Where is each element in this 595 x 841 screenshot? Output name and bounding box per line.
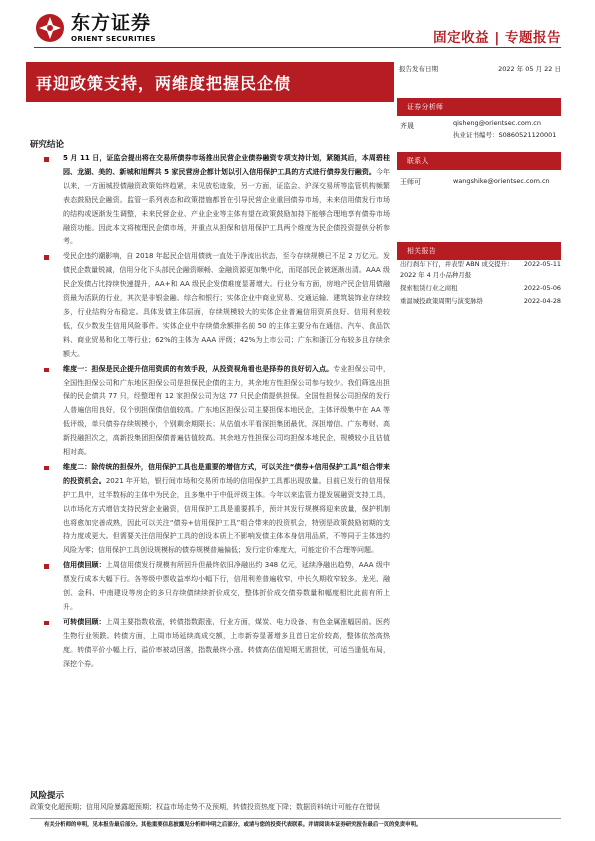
bullet-policy: 5 月 11 日，证监会提出将在交易所债券市场推出民营企业债券融资专项支持计划，紧随其后，本周碧桂园、龙湖、美的、新城和旭辉共 5 家民营房企都计划以引入信用保护工具的方式进行债券发行融资。今年以来，一方面城投债融资政策始终趋紧，未见放松迹象，另一方面，证监会、沪深交易所等监管机构频繁表态鼓励民企融资。监管一系列表态和政策措施都旨在引导民营企业重回债券市场，未来信用债发行市场的结构或逐渐发生调整，未来民营企业、产业企业等主体有望在政策鼓励加持下能够合理地享有债券市场融资功能。因此本文将梳理民企债市场，并重点从担保和信用保护工具两个维度为民企债投资提供分析参考。 <box>36 152 390 249</box>
bullet-credit-protection: 维度二：除传统的担保外，信用保护工具也是重要的增信方式，可以关注“债券+信用保护工具”组合带来的投资机会。2021 年开始，银行间市场和交易所市场的信用保护工具都出现放量。目前已发行的信用保护工具中，过半数标的主体中为民企，且多集中于中低评级主体。今年以来监管力提发展融资支持工具，以市场化方式增信支持民营企业融资，信用保护工具是重要抓手，预计其发行规模将迎来放量，保护机制也将愈加完善成熟，因此可以关注“债券+信用保护工具”组合带来的投资机会，特别是政策鼓励初期的支持力度或更大。但需要关注信用保护工具的创设本质上不影响发债主体本身信用品质，不等同于主体违约风险为零；信用保护工具创设规模标的债券规模普遍偏低；发行定价难度大，可能定价不合理等问题。 <box>36 461 390 558</box>
report-title: 再迎政策支持，两维度把握民企债 <box>36 73 292 93</box>
contact-email[interactable]: wangshike@orientsec.com.cn <box>453 177 550 185</box>
publish-date-value: 2022 年 05 月 22 日 <box>498 65 561 73</box>
brand-name-cn: 东方证券 <box>71 12 152 34</box>
analyst-section-header: 证券分析师 <box>397 98 561 116</box>
bullet-convertible-review: 可转债回顾：上周主要指数收涨，转债指数跟涨，行业方面，煤炭、电力设备、有色金属涨幅居前。医药生物行业领跌。转债方面，上周市场延续高成交额，上市新券显著增多且首日定价较高，整体依然高热度。转债平价小幅上行，溢价率被动回落，指数最终小涨。转债高估值短期无需担忧，可适当逢低布局，深挖个券。 <box>36 616 390 672</box>
contact-section-header: 联系人 <box>397 152 561 170</box>
analyst-name: 齐晟 <box>400 122 414 130</box>
report-type: 固定收益 | 专题报告 <box>433 30 561 46</box>
orient-logo-icon <box>35 13 65 43</box>
disclaimer: 有关分析师的申明，见本报告最后部分。其他重要信息披露见分析师申明之后部分，或请与您的投资代表联系。并请阅读本证券研究报告最后一页的免责申明。 <box>44 822 422 828</box>
bullet-credit-review: 信用债回顾：上周信用债发行规模有所回升但最终依旧净融出约 348 亿元，延续净融出趋势，AAA 级中票发行成本大幅下行。各等级中票收益率均小幅下行，信用利差普遍收窄，中长久期收窄较多。龙光、融创、金科、中南建设等房企的多只存续债续续折价成交，整体折价成交债券数量和幅度相比此前有所上升。 <box>36 559 390 615</box>
footer-divider <box>30 818 561 819</box>
risk-heading: 风险提示 <box>30 791 65 801</box>
conclusion-heading: 研究结论 <box>30 140 65 150</box>
analyst-email[interactable]: qisheng@orientsec.com.cn <box>453 119 541 127</box>
related-report-item[interactable]: 探索租赁行业之商租 2022-05-06 <box>400 284 561 292</box>
related-section-header: 相关报告 <box>397 242 561 260</box>
related-reports-list <box>400 259 561 309</box>
bullet-guarantee: 维度一：担保是民企提升信用资质的有效手段，从投资视角看也是择券的良好切入点。专业担保公司中，全国性担保公司和广东地区担保公司是担保民企债的主力，其余地方性担保公司参与较少。我们筛选出担保的民企债共 77 只，经整理有 12 家担保公司为这 77 只民企债提供担保。全国性担保公司担保的发行人普遍信用良好，仅个别担保债信值较高。广东地区担保公司主要担保本地民企，主体评级集中在 AA 等低评级，单只债券存续规模小，个别剩余期限长；从估值水平看深担集团最优，深担增信、广东粤财、高新投融担次之，高新投集团担保债普遍估值较高。其余地方性担保公司均担保本地民企，规模较小且估值相对高。 <box>36 363 390 460</box>
header-divider <box>34 47 561 48</box>
bullet-market-overview: 受民企违约潮影响，自 2018 年起民企信用债就一直处于净流出状态，至今存续规模已不足 2 万亿元。发债民企数量锐减，信用分化下头部民企融资顺畅、金融资源更加集中化，而尾部民企被逐渐出清。AAA 级民企发债占比持续快速提升，AA+和 AA 级民企发债难度显著增大。行业分布方面，房地产民企信用债融资最为活跃的行业，其次是非银金融、综合和银行；实体企业中商业贸易、交通运输、建筑装饰业存续较多，行业结构分布稳定。具体发债主体层面，存续规模较大的实体企业普遍信用资质良好、信用利差较低，仅少数发生信用风险事件。实体企业中存续债余额排名前 50 的主体主要分布在通信、汽车、食品饮料、商业贸易和化工等行业；62%的主体为 AAA 评级；42%为上市公司；广东和浙江分布较多且存续余额大。 <box>36 250 390 361</box>
publish-date-label: 报告发布日期 <box>399 65 438 73</box>
related-report-item[interactable]: 出行刹车下行，并表型 ABN 成交提升：2022 年 4 月小品种月报 2022-05-11 <box>400 260 561 279</box>
contact-name: 王师可 <box>400 178 421 186</box>
risk-text: 政策变化超预期；信用风险暴露超预期；权益市场走势不及预期，转债投资热度下降；数据资料统计可能存在错误 <box>30 803 380 811</box>
brand-logo <box>35 12 156 43</box>
conclusion-bullets <box>36 152 390 673</box>
analyst-cert: 执业证书编号：S0860521120001 <box>453 131 557 139</box>
brand-name-en: ORIENT SECURITIES <box>71 34 156 43</box>
related-report-item[interactable]: 重温城投政策周期与演变脉络 2022-04-28 <box>400 297 561 305</box>
publish-date-row <box>399 64 561 73</box>
title-banner <box>26 62 394 102</box>
